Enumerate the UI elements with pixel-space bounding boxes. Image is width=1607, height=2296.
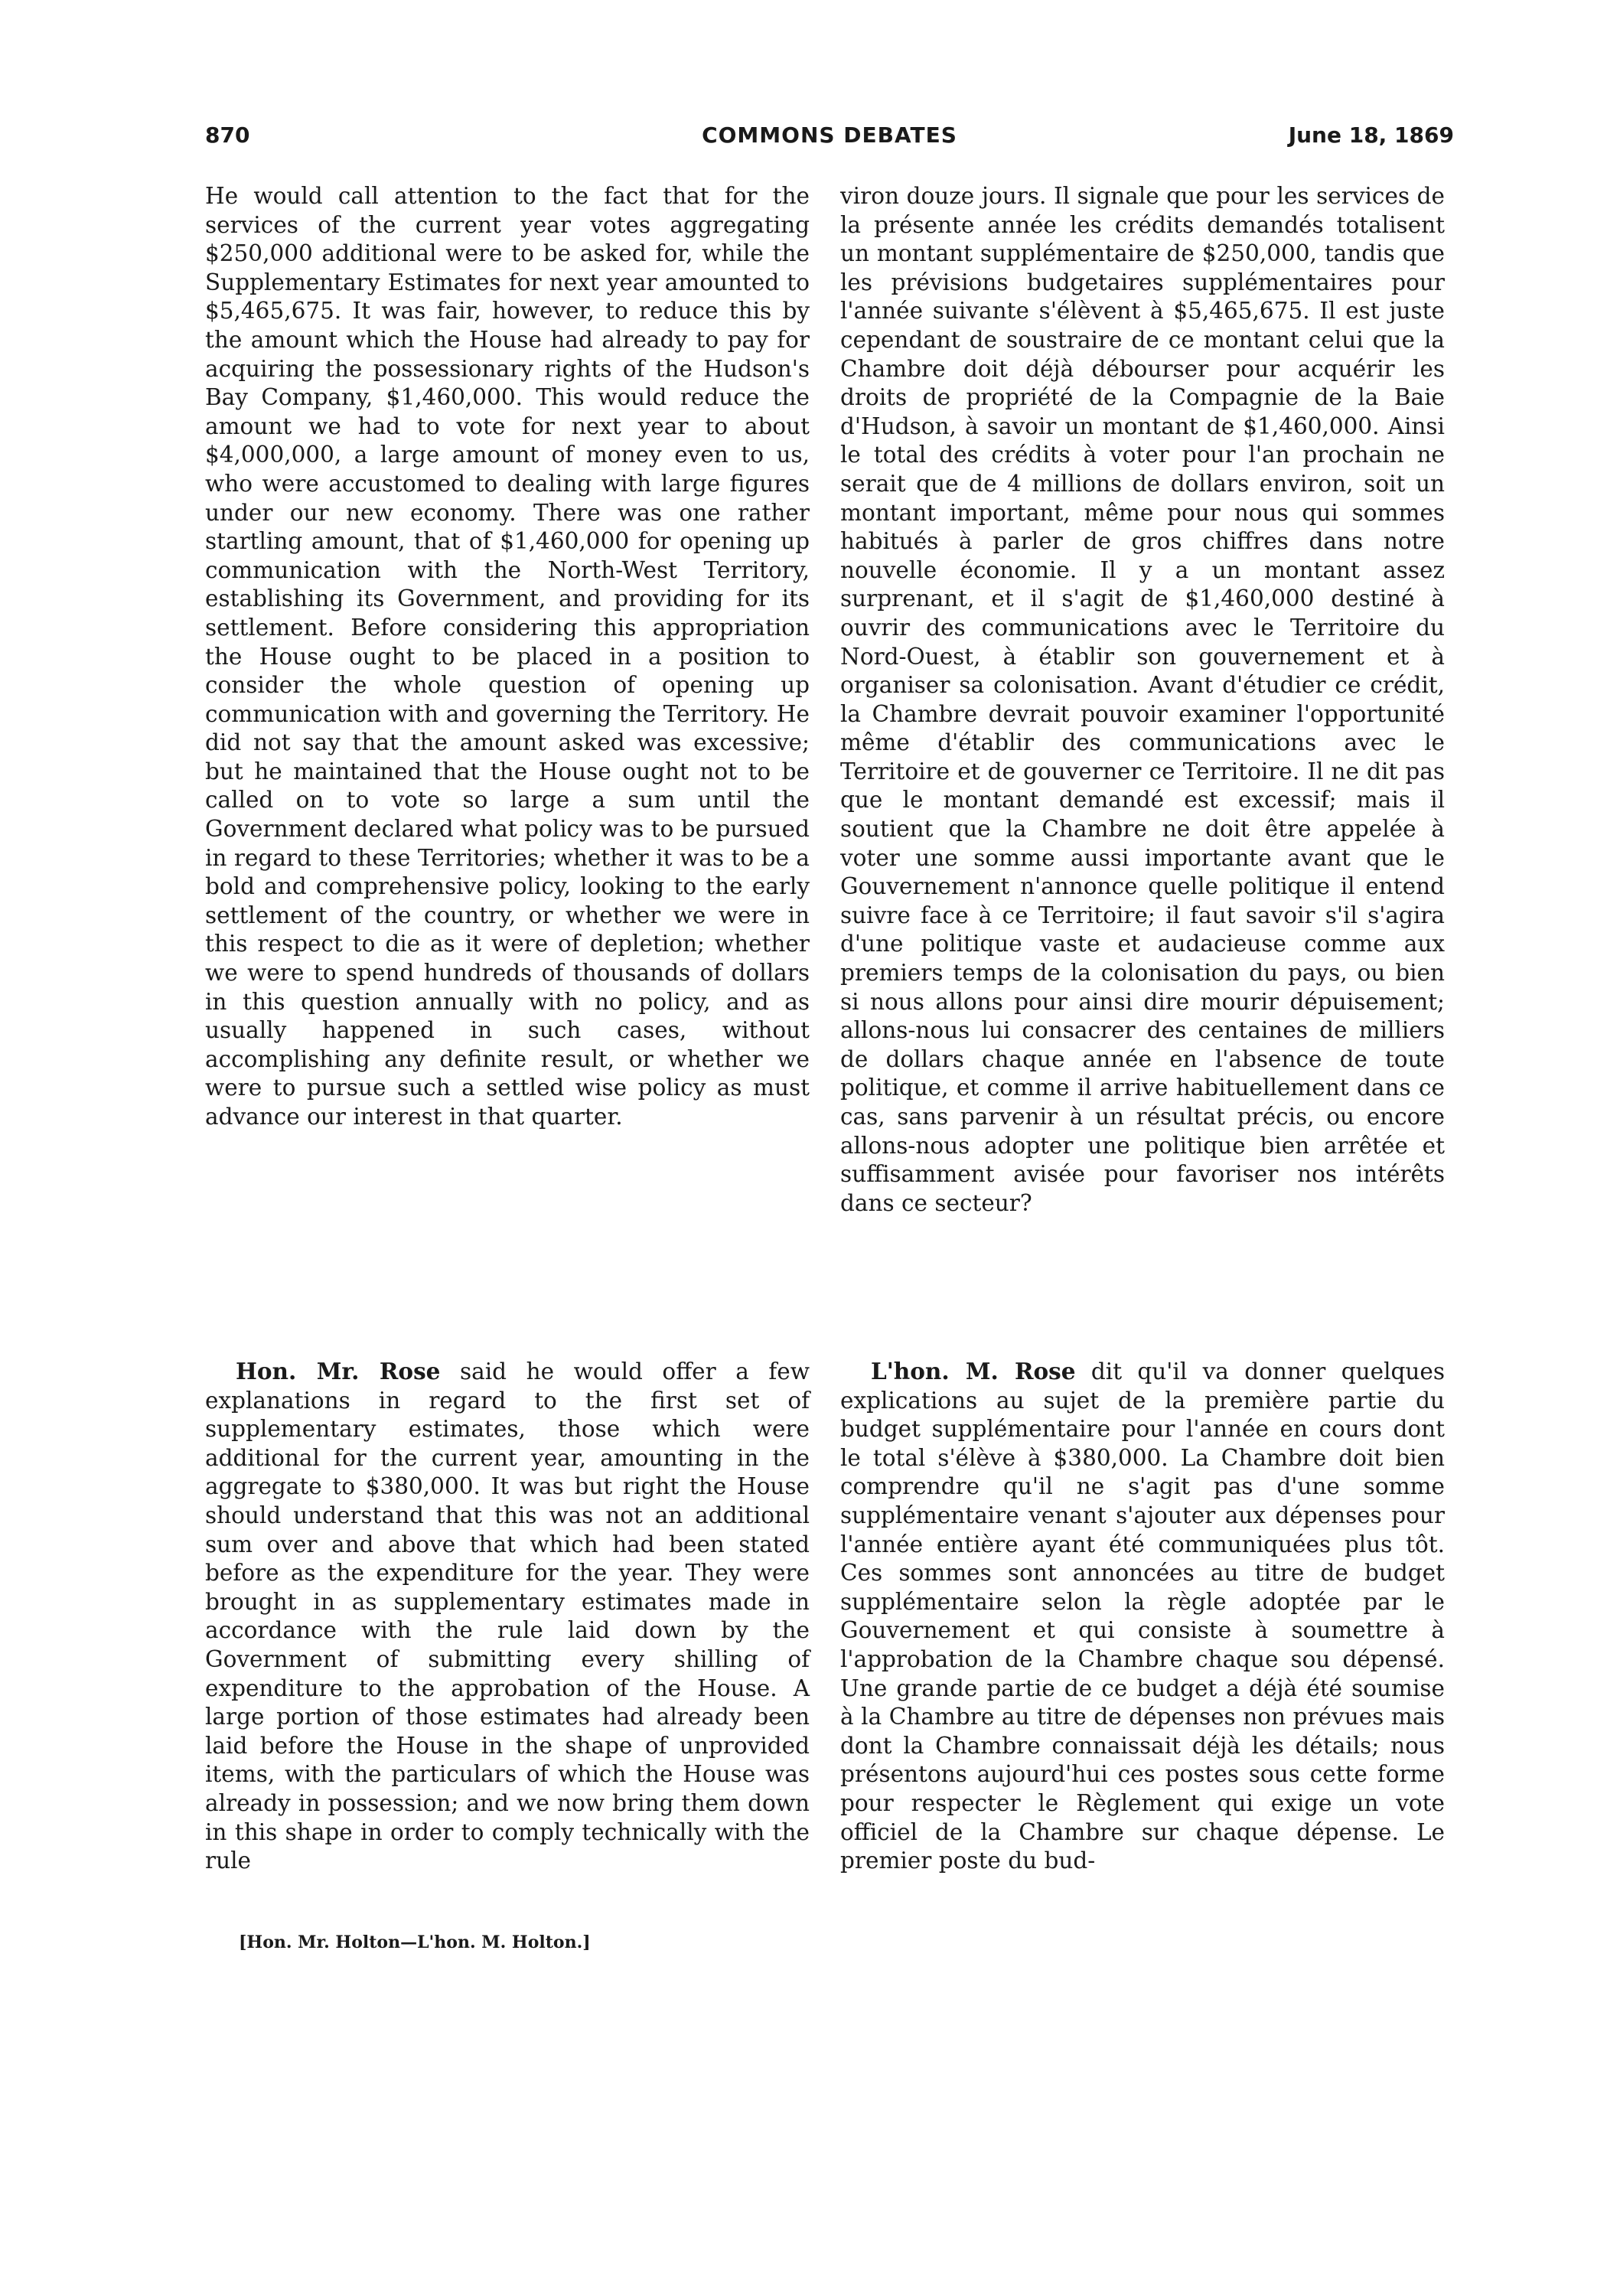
publication-title: COMMONS DEBATES xyxy=(702,122,957,148)
french-paragraph-2-text: dit qu'il va donner quelques explications au sujet de la première partie du budget supplémentaire pour l'année en cours dont le total s'élève à $380,000. La Chambre doit bien comprendre qu'il ne s'agit pas d'une somme supplémentaire venant s'ajouter aux dépenses pour l'année entière ayant été communiquées plus tôt. Ces sommes sont annoncées au titre de budget supplémentaire selon la règle adoptée par le Gouvernement et qui consiste à soumettre à l'approbation de la Chambre chaque sou dépensé. Une grande partie de ce budget a déjà été soumise à la Chambre au titre de dépenses non prévues mais dont la Chambre connaissait déjà les détails; nous présentons aujourd'hui ces postes sous cette forme pour respecter le Règlement qui exige un vote officiel de la Chambre sur chaque dépense. Le premier poste du bud- xyxy=(840,1358,1445,1874)
french-paragraph-2 xyxy=(840,1357,1445,1876)
english-column-top xyxy=(205,182,810,1132)
page-number: 870 xyxy=(205,122,250,148)
english-paragraph-1: He would call attention to the fact that for the services of the current year votes aggregating $250,000 additional were to be asked for, while the Supplementary Estimates for next year amounted to $5,465,675. It was fair, however, to reduce this by the amount which the House had already to pay for acquiring the possessionary rights of the Hudson's Bay Company, $1,460,000. This would reduce the amount we had to vote for next year to about $4,000,000, a large amount of money even to us, who were accustomed to dealing with large figures under our new economy. There was one rather startling amount, that of $1,460,000 for opening up communication with the North-West Territory, establishing its Government, and providing for its settlement. Before considering this appropriation the House ought to be placed in a position to consider the whole question of opening up communication with and governing the Territory. He did not say that the amount asked was excessive; but he maintained that the House ought not to be called on to vote so large a sum until the Government declared what policy was to be pursued in regard to these Territories; whether it was to be a bold and comprehensive policy, looking to the early settlement of the country, or whether we were in this respect to die as it were of depletion; whether we were to spend hundreds of thousands of dollars in this question annually with no policy, and as usually happened in such cases, without accomplishing any definite result, or whether we were to pursue such a settled wise policy as must advance our interest in that quarter. xyxy=(205,183,810,1130)
english-column-bottom xyxy=(205,1357,810,1876)
page-footnote: [Hon. Mr. Holton—L'hon. M. Holton.] xyxy=(239,1932,591,1952)
french-column-bottom xyxy=(840,1357,1445,1876)
french-paragraph-1: viron douze jours. Il signale que pour les services de la présente année les crédits demandés totalisent un montant supplémentaire de $250,000, tandis que les prévisions budgetaires supplémentaires pour l'année suivante s'élèvent à $5,465,675. Il est juste cependant de soustraire de ce montant celui que la Chambre doit déjà débourser pour acquérir les droits de propriété de la Compagnie de la Baie d'Hudson, à savoir un montant de $1,460,000. Ainsi le total des crédits à voter pour l'an prochain ne serait que de 4 millions de dollars environ, soit un montant important, même pour nous qui sommes habitués à parler de gros chiffres dans notre nouvelle économie. Il y a un montant assez surprenant, et il s'agit de $1,460,000 destiné à ouvrir des communications avec le Territoire du Nord-Ouest, à établir son gouvernement et à organiser sa colonisation. Avant d'étudier ce crédit, la Chambre devrait pouvoir examiner l'opportunité même d'établir des communications avec le Territoire et de gouverner ce Territoire. Il ne dit pas que le montant demandé est excessif; mais il soutient que la Chambre ne doit être appelée à voter une somme aussi importante avant que le Gouvernement n'annonce quelle politique il entend suivre face à ce Territoire; il faut savoir s'il s'agira d'une politique vaste et audacieuse comme aux premiers temps de la colonisation du pays, ou bien si nous allons pour ainsi dire mourir dépuisement; allons-nous lui consacrer des centaines de milliers de dollars chaque année en l'absence de toute politique, et comme il arrive habituellement dans ce cas, sans parvenir à un résultat précis, ou encore allons-nous adopter une politique bien arrêtée et suffisamment avisée pour favoriser nos intérêts dans ce secteur? xyxy=(840,183,1445,1216)
english-speaker-name: Hon. Mr. Rose xyxy=(236,1358,441,1384)
page-date: June 18, 1869 xyxy=(1288,122,1454,148)
french-speaker-name: L'hon. M. Rose xyxy=(871,1358,1076,1384)
french-column-top xyxy=(840,182,1445,1218)
page-header xyxy=(205,122,1454,161)
english-paragraph-2 xyxy=(205,1357,810,1876)
english-paragraph-2-text: said he would offer a few explanations in regard to the first set of supplementary estimates, those which were additional for the current year, amounting in the aggregate to $380,000. It was but right the House should understand that this was not an additional sum over and above that which had been stated before as the expenditure for the year. They were brought in as supplementary estimates made in accordance with the rule laid down by the Government of submitting every shilling of expenditure to the approbation of the House. A large portion of those estimates had already been laid before the House in the shape of unprovided items, with the particulars of which the House was already in possession; and we now bring them down in this shape in order to comply technically with the rule xyxy=(205,1358,810,1874)
